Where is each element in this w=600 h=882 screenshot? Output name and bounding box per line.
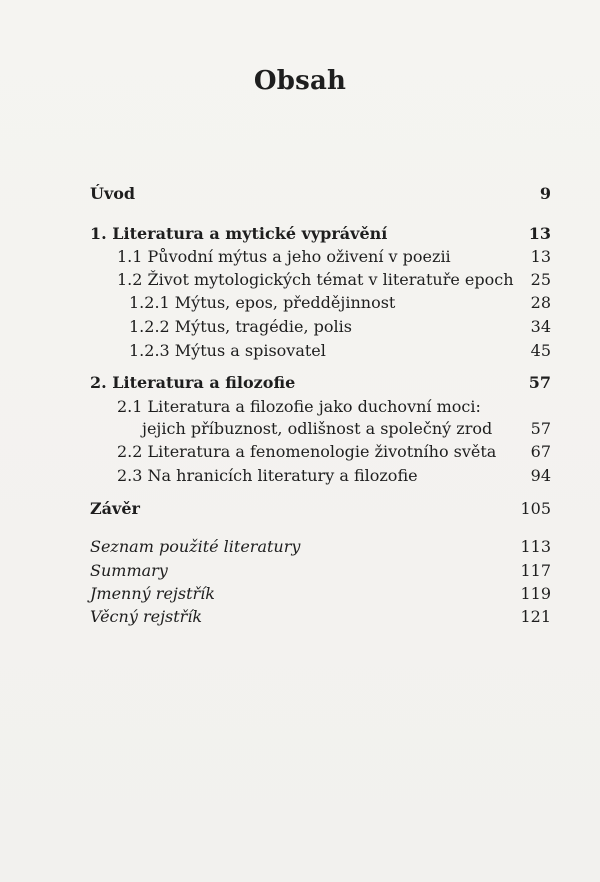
- toc-entry-uvod: [0, 182, 600, 206]
- toc-entry-page: 113: [520, 537, 551, 556]
- toc-entry-title: Summary: [90, 561, 168, 580]
- toc-entry-page: 45: [530, 341, 551, 360]
- toc-entry-bibliography: [0, 535, 600, 559]
- toc-entry-title: 1. Literatura a mytické vyprávění: [90, 224, 388, 243]
- toc-entry-page: 105: [520, 499, 551, 518]
- toc-entry-page: 117: [520, 561, 551, 580]
- toc-entry-title: Jmenný rejstřík: [90, 584, 215, 603]
- toc-entry-page: 9: [539, 184, 551, 203]
- toc-entry-2-1-continued: [0, 417, 600, 441]
- toc-entry-1-2-1: [0, 291, 600, 315]
- toc-entry-subject-index: [0, 605, 600, 629]
- toc-entry-2-3: [0, 464, 600, 488]
- toc-entry-page: 34: [530, 317, 551, 336]
- toc-entry-title: 1.2.2 Mýtus, tragédie, polis: [129, 317, 352, 336]
- toc-entry-chapter-1: [0, 222, 600, 246]
- toc-entry-title: 1.2.3 Mýtus a spisovatel: [129, 341, 326, 360]
- toc-entry-1-2-2: [0, 315, 600, 339]
- toc-entry-title: 2.1 Literatura a filozofie jako duchovní moci:: [117, 397, 481, 416]
- page-title: Obsah: [253, 66, 347, 96]
- toc-entry-title: Závěr: [90, 499, 140, 518]
- toc-entry-chapter-2: [0, 371, 600, 395]
- toc-entry-zaver: [0, 497, 600, 521]
- toc-entry-2-2: [0, 440, 600, 464]
- toc-entry-title: 2. Literatura a filozofie: [90, 373, 296, 392]
- toc-entry-title: 1.2 Život mytologických témat v literatuře epoch: [117, 270, 514, 289]
- toc-entry-page: 67: [530, 442, 551, 461]
- toc-entry-page: 119: [520, 584, 551, 603]
- toc-entry-page: 25: [530, 270, 551, 289]
- toc-entry-title: 1.2.1 Mýtus, epos, předdějinnost: [129, 293, 396, 312]
- toc-entry-page: 57: [528, 373, 551, 392]
- toc-entry-name-index: [0, 582, 600, 606]
- toc-entry-page: 57: [530, 419, 551, 438]
- toc-entry-title: 2.3 Na hranicích literatury a filozofie: [117, 466, 418, 485]
- toc-entry-page: 121: [520, 607, 551, 626]
- toc-entry-1-2: [0, 268, 600, 292]
- toc-entry-title: 2.2 Literatura a fenomenologie životního světa: [117, 442, 497, 461]
- toc-entry-page: 94: [530, 466, 551, 485]
- toc-entry-title: Věcný rejstřík: [90, 607, 203, 626]
- toc-entry-page: 13: [530, 247, 551, 266]
- toc-entry-title: jejich příbuznost, odlišnost a společný zrod: [142, 419, 493, 438]
- toc-entry-title: Úvod: [90, 184, 136, 203]
- toc-entry-1-2-3: [0, 339, 600, 363]
- toc-entry-title: 1.1 Původní mýtus a jeho oživení v poezii: [117, 247, 451, 266]
- toc-entry-summary: [0, 559, 600, 583]
- toc-entry-title: Seznam použité literatury: [90, 537, 301, 556]
- toc-entry-page: 28: [530, 293, 551, 312]
- toc-entry-1-1: [0, 245, 600, 269]
- toc-entry-2-1: [0, 395, 600, 419]
- toc-entry-page: 13: [528, 224, 551, 243]
